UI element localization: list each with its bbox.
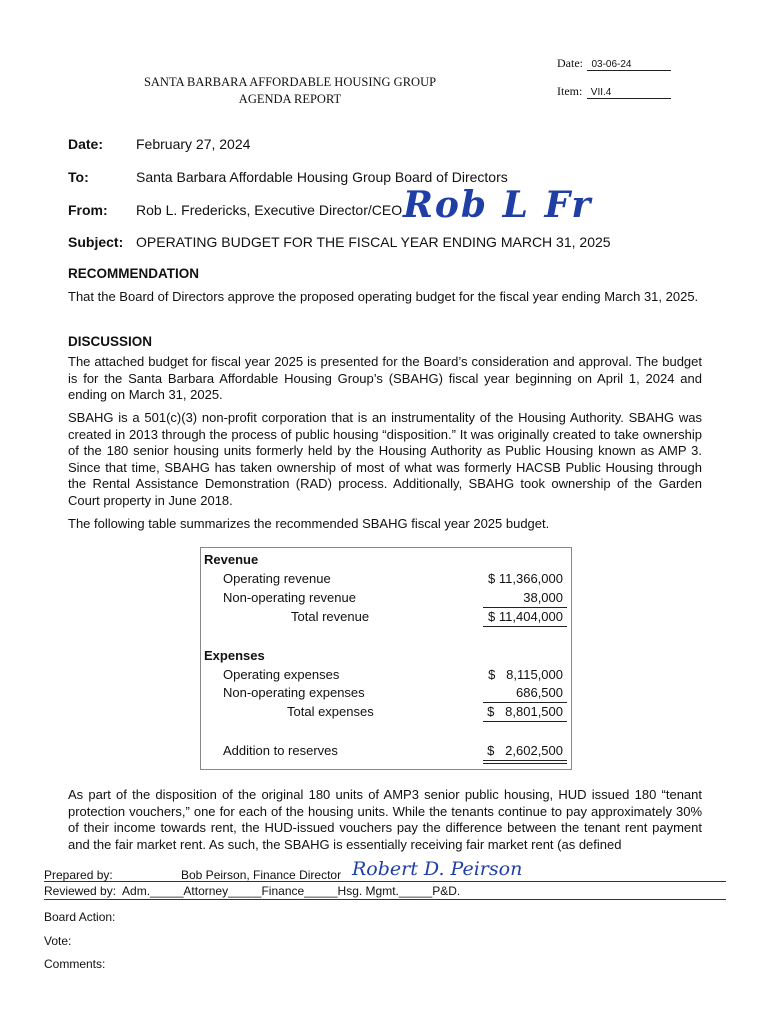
expenses-subtotal-line — [483, 702, 567, 703]
from-signature: Rob L Fr — [403, 184, 593, 226]
header-item-label: Item: — [557, 84, 583, 98]
nonoperating-revenue-label: Non-operating revenue — [223, 590, 356, 605]
memo-date-value: February 27, 2024 — [136, 136, 251, 152]
discussion-heading: DISCUSSION — [68, 334, 153, 349]
vote-label: Vote: — [44, 934, 72, 948]
discussion-paragraph-3: The following table summarizes the recommended SBAHG fiscal year 2025 budget. — [68, 516, 550, 531]
revenue-total-line — [483, 626, 567, 627]
total-revenue-label: Total revenue — [291, 609, 370, 624]
budget-table — [200, 547, 572, 770]
footer-rule-top — [44, 881, 726, 882]
header-date — [557, 54, 671, 72]
memo-from-value: Rob L. Fredericks, Executive Director/CEO — [136, 202, 403, 218]
nonoperating-expenses-label: Non-operating expenses — [223, 685, 365, 700]
header-date-value: 03-06-24 — [587, 59, 671, 71]
operating-revenue-label: Operating revenue — [223, 571, 331, 586]
discussion-paragraph-4: As part of the disposition of the original 180 units of AMP3 senior public housing, HUD issued 180 “tenant protection vouchers,” one for each of the housing units. While the tenants continue to pay approximately 30% of their income towards rent, the HUD-issued vouchers pay the difference between the tenant rent payment and the fair market rent. As such, the SBAHG is essentially receiving fair market rent (as defined — [68, 787, 702, 852]
prepared-label: Prepared by: — [44, 868, 113, 882]
recommendation-heading: RECOMMENDATION — [68, 266, 199, 281]
nonoperating-expenses-value: 686,500 — [516, 685, 563, 700]
expenses-heading: Expenses — [204, 648, 265, 663]
memo-from-label: From: — [68, 202, 108, 218]
operating-revenue-value: $ 11,366,000 — [488, 571, 563, 586]
expenses-total-line — [483, 721, 567, 722]
reserves-line-1 — [483, 760, 567, 761]
org-heading — [130, 74, 450, 108]
memo-subject-value: OPERATING BUDGET FOR THE FISCAL YEAR ENDING MARCH 31, 2025 — [136, 234, 611, 250]
reserves-line-2 — [483, 763, 567, 764]
reserves-value: $ 2,602,500 — [487, 743, 563, 758]
header-date-label: Date: — [557, 56, 583, 70]
total-revenue-value: $ 11,404,000 — [488, 609, 563, 624]
nonoperating-revenue-value: 38,000 — [523, 590, 563, 605]
revenue-heading: Revenue — [204, 552, 259, 567]
board-action-label: Board Action: — [44, 910, 116, 924]
reserves-label: Addition to reserves — [223, 743, 338, 758]
operating-expenses-label: Operating expenses — [223, 667, 340, 682]
comments-label: Comments: — [44, 957, 106, 971]
memo-to-label: To: — [68, 169, 89, 185]
discussion-paragraph-1: The attached budget for fiscal year 2025 is presented for the Board’s consideration and approval. The budget is for the Santa Barbara Affordable Housing Group’s (SBAHG) fiscal year beginning on April 1, 2024 and ending on March 31, 2025. — [68, 354, 702, 402]
org-name: SANTA BARBARA AFFORDABLE HOUSING GROUP — [143, 75, 437, 89]
operating-expenses-value: $ 8,115,000 — [488, 667, 563, 682]
header-item — [557, 82, 671, 100]
memo-to-value: Santa Barbara Affordable Housing Group Board of Directors — [136, 169, 508, 185]
prepared-signature: Robert D. Peirson — [352, 858, 523, 880]
recommendation-text: That the Board of Directors approve the proposed operating budget for the fiscal year ending March 31, 2025. — [68, 289, 699, 304]
total-expenses-value: $ 8,801,500 — [487, 704, 563, 719]
revenue-subtotal-line — [483, 607, 567, 608]
memo-date-label: Date: — [68, 136, 104, 152]
total-expenses-label: Total expenses — [287, 704, 374, 719]
memo-subject-label: Subject: — [68, 234, 124, 250]
header-item-value: VII.4 — [587, 87, 671, 99]
footer-rule-bottom — [44, 899, 726, 900]
prepared-value: Bob Peirson, Finance Director — [181, 868, 342, 882]
reviewed-line: Reviewed by: Adm._____Attorney_____Finance_____Hsg. Mgmt._____P&D. — [44, 884, 461, 898]
report-type: AGENDA REPORT — [238, 92, 342, 106]
discussion-paragraph-2: SBAHG is a 501(c)(3) non-profit corporation that is an instrumentality of the Housing Authority. SBAHG was created in 2013 through the process of public housing “disposition.” It was originally created to take ownership of the 180 senior housing units formerly held by the Housing Authority as Public Housing known as AMP 3. Since that time, SBAHG has taken ownership of most of what was formerly HACSB Public Housing through the Rental Assistance Demonstration (RAD) process. Additionally, SBAHG took ownership of the Garden Court property in June 2018. — [68, 410, 702, 508]
